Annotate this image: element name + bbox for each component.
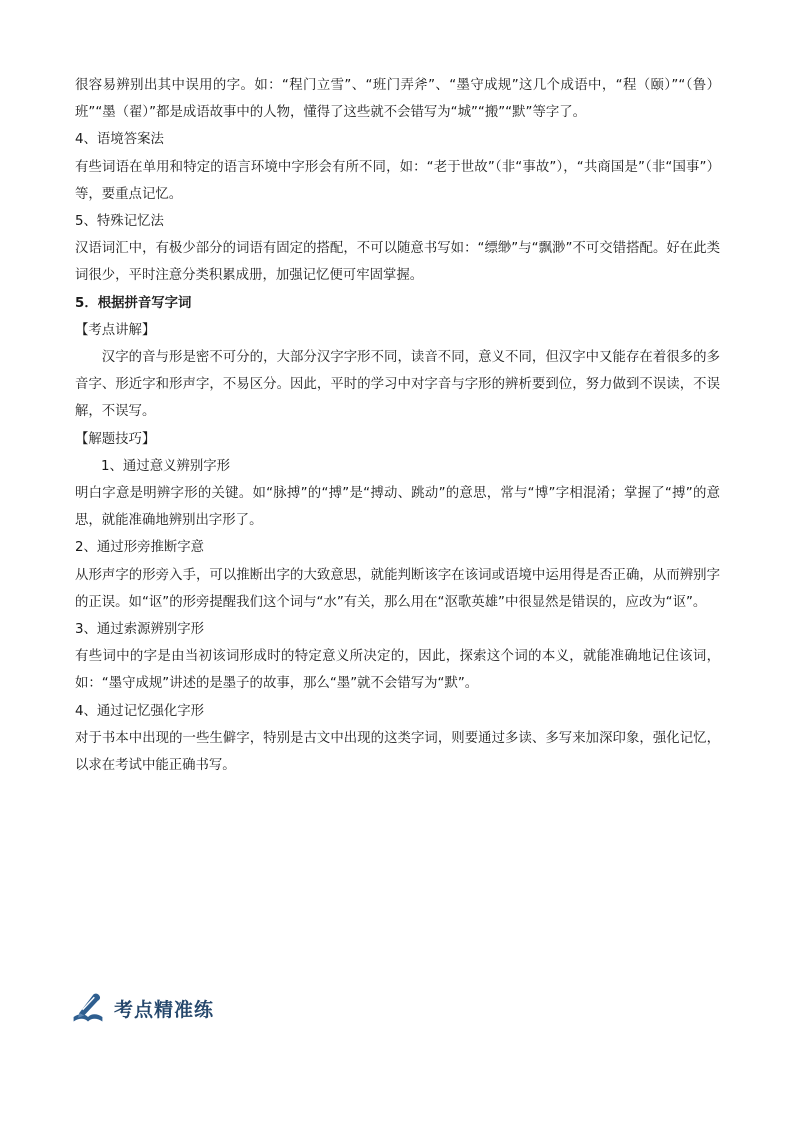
heading-technique-1: 1、通过意义辨别字形 xyxy=(101,458,231,474)
section-title-pinyin: 5．根据拼音写字词 xyxy=(75,295,192,311)
heading-technique-2: 2、通过形旁推断字意 xyxy=(75,540,205,556)
paragraph-technique-1: 明白字意是明辨字形的关键。如“脉搏”的“搏”是“搏动、跳动”的意思，常与“博”字相混淆；掌握了“搏”的意思，就能准确地辨别出字形了。 xyxy=(75,486,720,529)
practice-section-header xyxy=(70,988,310,1028)
heading-technique-3: 3、通过索源辨别字形 xyxy=(75,622,205,638)
heading-special-memory: 5、特殊记忆法 xyxy=(75,214,164,230)
paragraph-technique-3: 有些词中的字是由当初该词形成时的特定意义所决定的，因此，探索这个词的本义，就能准确地记住该词，如：“墨守成规”讲述的是墨子的故事，那么“墨”就不会错写为“默”。 xyxy=(75,649,720,692)
label-explanation: 【考点讲解】 xyxy=(75,322,156,338)
paragraph-technique-4: 对于书本中出现的一些生僻字，特别是古文中出现的这类字词，则要通过多读、多写来加深印象，强化记忆，以求在考试中能正确书写。 xyxy=(75,730,720,774)
label-techniques: 【解题技巧】 xyxy=(75,431,156,447)
paragraph-special-memory: 汉语词汇中，有极少部分的词语有固定的搭配，不可以随意书写如：“缥缈”与“飘渺”不可交错搭配。好在此类词很少，平时注意分类积累成册，加强记忆便可牢固掌握。 xyxy=(75,241,720,284)
paragraph-technique-2: 从形声字的形旁入手，可以推断出字的大致意思，就能判断该字在该词或语境中运用得是否正确，从而辨别字的正误。如“讴”的形旁提醒我们这个词与“水”有关，那么用在“沤歌英雄”中很显然是错误的，应改为“讴”。 xyxy=(75,567,720,610)
heading-context-method: 4、语境答案法 xyxy=(75,132,164,148)
practice-section-title: 考点精准练 xyxy=(114,998,215,1021)
paragraph-idiom-example: 很容易辨别出其中误用的字。如：“程门立雪”、“班门弄斧”、“墨守成规”这几个成语中，“程（颐）”“（鲁）班”“墨（翟）”都是成语故事中的人物，懂得了这些就不会错写为“城”“搬”“默”等字了。 xyxy=(75,78,720,121)
heading-technique-4: 4、通过记忆强化字形 xyxy=(75,703,205,719)
paragraph-explanation: 汉字的音与形是密不可分的，大部分汉字字形不同，读音不同，意义不同，但汉字中又能存在着很多的多音字、形近字和形声字，不易区分。因此，平时的学习中对字音与字形的辨析要到位，努力做到不误读，不误解，不误写。 xyxy=(75,350,720,420)
paragraph-context-method: 有些词语在单用和特定的语言环境中字形会有所不同，如：“老于世故”（非“事故”），“共商国是”（非“国事”）等，要重点记忆。 xyxy=(75,159,720,202)
pen-book-icon xyxy=(70,990,106,1026)
document-body xyxy=(75,72,720,779)
